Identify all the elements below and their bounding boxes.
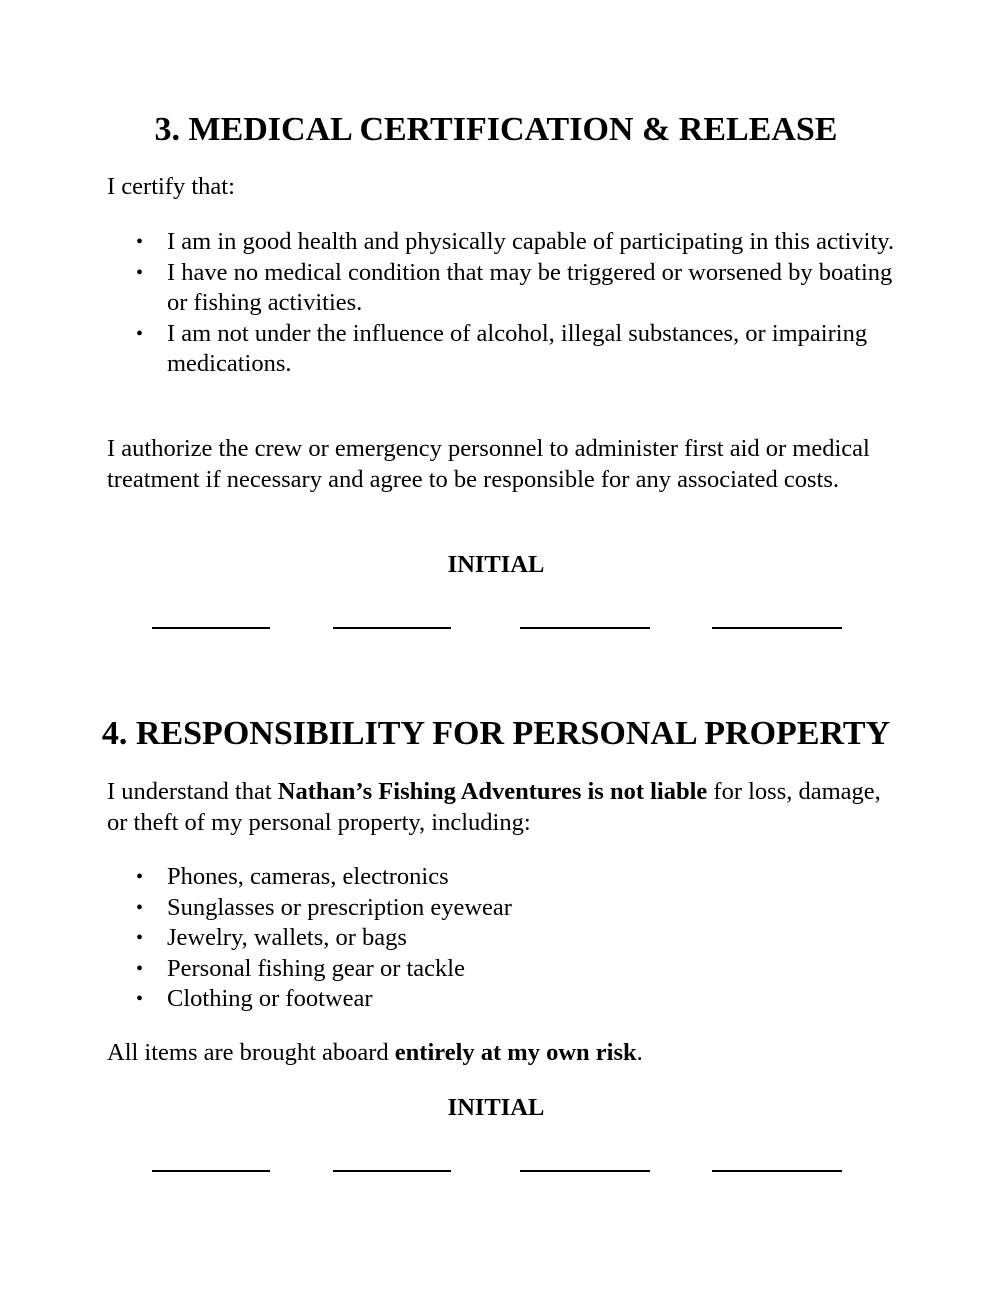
bullet-icon: • <box>136 927 144 949</box>
section-4-initial-field-1[interactable] <box>152 1170 270 1172</box>
section-4-intro: I understand that Nathan’s Fishing Adventures is not liable for loss, damage, or theft of my personal property, including: <box>107 778 881 836</box>
bullet-icon: • <box>136 322 144 345</box>
section-4-initial-field-2[interactable] <box>333 1170 451 1172</box>
list-item: • Sunglasses or prescription eyewear <box>136 893 896 924</box>
bullet-icon: • <box>136 988 144 1010</box>
section-3-initial-field-4[interactable] <box>712 627 842 629</box>
section-4-initial-field-3[interactable] <box>520 1170 650 1172</box>
section-3-intro: I certify that: <box>107 173 235 200</box>
list-item: • I have no medical condition that may be triggered or worsened by boating or fishing activities. <box>136 258 893 316</box>
company-liability-emphasis: Nathan’s Fishing Adventures is not liable <box>277 778 708 805</box>
section-3-authorization: I authorize the crew or emergency personnel to administer first aid or medical treatment if necessary and agree to be responsible for any associated costs. <box>107 435 870 493</box>
list-item: • I am not under the influence of alcohol, illegal substances, or impairing medications. <box>136 319 868 377</box>
section-4-initial-field-4[interactable] <box>712 1170 842 1172</box>
section-4-heading: 4. RESPONSIBILITY FOR PERSONAL PROPERTY <box>101 715 891 752</box>
list-item: • Personal fishing gear or tackle <box>136 954 896 985</box>
list-item: • Phones, cameras, electronics <box>136 862 896 893</box>
list-item: • Clothing or footwear <box>136 984 896 1015</box>
list-item: • I am in good health and physically capable of participating in this activity. <box>136 227 896 258</box>
bullet-icon: • <box>136 231 144 253</box>
section-3-initial-field-1[interactable] <box>152 627 270 629</box>
bullet-icon: • <box>136 261 144 284</box>
list-item: • Jewelry, wallets, or bags <box>136 923 896 954</box>
own-risk-emphasis: entirely at my own risk <box>394 1039 637 1066</box>
bullet-icon: • <box>136 896 144 919</box>
section-4-initial-label: INITIAL <box>447 1094 545 1121</box>
section-3-list <box>136 227 896 380</box>
section-4-list <box>136 862 896 1015</box>
bullet-icon: • <box>136 957 144 980</box>
section-3-initial-field-3[interactable] <box>520 627 650 629</box>
section-3-initial-label: INITIAL <box>447 551 545 578</box>
section-3-heading: 3. MEDICAL CERTIFICATION & RELEASE <box>154 111 838 148</box>
section-3-initial-field-2[interactable] <box>333 627 451 629</box>
bullet-icon: • <box>136 866 144 888</box>
section-4-closing: All items are brought aboard entirely at my own risk. <box>107 1039 643 1066</box>
